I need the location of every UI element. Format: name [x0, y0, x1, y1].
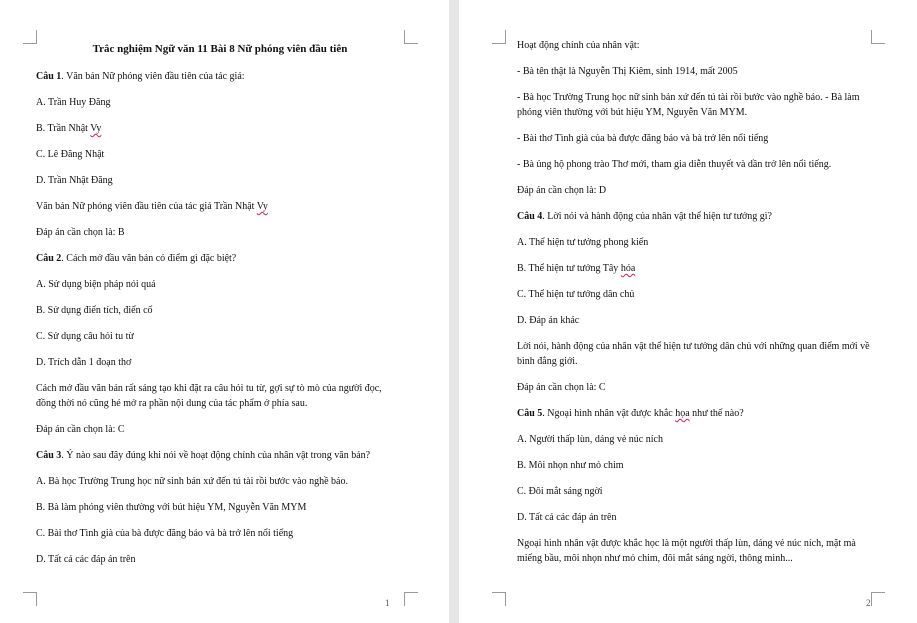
answer: Đáp án cần chọn là: D [517, 185, 607, 196]
question-3 [36, 448, 404, 463]
spellcheck-word[interactable]: Vy [90, 123, 102, 134]
question-text: . Cách mở đầu văn bản có điểm gì đặc biệt? [61, 253, 237, 264]
answer: Đáp án cần chọn là: C [36, 424, 125, 435]
question-text: . Ý nào sau đây đúng khi nói về hoạt động chính của nhân vật trong văn bản? [61, 450, 371, 461]
option-d: D. Tất cả các đáp án trên [36, 554, 136, 565]
option-a: A. Bà học Trường Trung học nữ sinh bản xứ đến tú tài rồi bước vào nghề báo. [36, 476, 348, 487]
margin-corner-bottom-left [23, 592, 37, 606]
option-b [517, 261, 871, 276]
bullet-item: - Bà tên thật là Nguyễn Thị Kiêm, sinh 1914, mất 2005 [517, 66, 738, 77]
question-1 [36, 69, 404, 84]
option-b [36, 121, 404, 136]
option-d: D. Trần Nhật Đăng [36, 175, 113, 186]
page-number: 1 [385, 598, 390, 608]
document-page-2 [459, 0, 917, 623]
question-text: . Lời nói và hành động của nhân vật thể hiện tư tưởng gì? [542, 211, 772, 222]
page-gap [449, 0, 459, 623]
option-c: C. Thể hiện tư tưởng dân chủ [517, 289, 635, 300]
bullet-item: - Bà học Trường Trung học nữ sinh bản xứ đến tú tài rồi bước vào nghề báo. - Bà làm phóng viên thường với bút hiệu YM, Nguyễn Văn MYM. [517, 92, 860, 118]
margin-corner-bottom-right [404, 592, 418, 606]
page-number: 2 [866, 598, 871, 608]
option-d: D. Tất cả các đáp án trên [517, 512, 617, 523]
question-label: Câu 4 [517, 211, 543, 222]
explanation: Cách mở đầu văn bản rất sáng tạo khi đặt ra câu hỏi tu từ, gợi sự tò mò của người đọc, đồng thời nó cũng hé mở ra phần nội dung của tác phẩm ở phía sau. [36, 383, 382, 409]
explanation: Lời nói, hành động của nhân vật thể hiện tư tưởng dân chủ với những quan điểm mới về bình đẳng giới. [517, 341, 870, 367]
option-a: A. Trần Huy Đăng [36, 97, 111, 108]
explanation-intro: Hoạt động chính của nhân vật: [517, 40, 640, 51]
question-label: Câu 1 [36, 71, 62, 82]
spellcheck-word[interactable]: họa [675, 408, 690, 419]
spellcheck-word[interactable]: hóa [620, 263, 636, 274]
option-c: C. Sử dụng câu hỏi tu từ [36, 331, 134, 342]
margin-corner-top-right [404, 30, 418, 44]
option-b: B. Môi nhọn như mỏ chim [517, 460, 624, 471]
page-1-body[interactable] [36, 42, 404, 578]
page-2-body[interactable] [517, 38, 871, 577]
question-text: . Văn bản Nữ phóng viên đầu tiên của tác giả: [61, 71, 245, 82]
option-d: D. Trích dẫn 1 đoạn thơ [36, 357, 132, 368]
question-label: Câu 3 [36, 450, 62, 461]
question-label: Câu 5 [517, 408, 543, 419]
option-c: C. Đôi mắt sáng ngời [517, 486, 603, 497]
explanation: Ngoại hình nhân vật được khắc học là một người thấp lùn, dáng vẻ núc ních, mặt mà miếng bầu, môi nhọn như mỏ chim, đôi mắt sáng ngời, thông minh... [517, 538, 856, 564]
option-a: A. Người thấp lùn, dáng vẻ núc ních [517, 434, 663, 445]
question-5 [517, 406, 871, 421]
document-page-1 [0, 0, 449, 623]
option-text: B. Trần Nhật [36, 123, 91, 134]
explanation-text: Văn bản Nữ phóng viên đầu tiên của tác giả Trần Nhật [36, 201, 257, 212]
margin-corner-top-left [23, 30, 37, 44]
bullet-item: - Bà ủng hộ phong trào Thơ mới, tham gia diễn thuyết và dần trở lên nổi tiếng. [517, 159, 832, 170]
option-d: D. Đáp án khác [517, 315, 580, 326]
explanation [36, 199, 404, 214]
question-4 [517, 209, 871, 224]
spellcheck-word[interactable]: Vy [256, 201, 268, 212]
option-a: A. Sử dụng biện pháp nói quá [36, 279, 156, 290]
margin-corner-top-left [492, 30, 506, 44]
option-a: A. Thể hiện tư tưởng phong kiến [517, 237, 649, 248]
question-text: như thế nào? [689, 408, 744, 419]
question-2 [36, 251, 404, 266]
margin-corner-top-right [871, 30, 885, 44]
answer: Đáp án cần chọn là: C [517, 382, 606, 393]
bullet-item: - Bài thơ Tình già của bà được đăng báo và bà trở lên nổi tiếng [517, 133, 769, 144]
question-text: . Ngoại hình nhân vật được khắc [542, 408, 676, 419]
option-b: B. Sử dụng điển tích, điển cố [36, 305, 153, 316]
option-c: C. Bài thơ Tình già của bà được đăng báo và bà trở lên nổi tiếng [36, 528, 294, 539]
option-c: C. Lê Đăng Nhật [36, 149, 105, 160]
document-title: Trắc nghiệm Ngữ văn 11 Bài 8 Nữ phóng viên đầu tiên [92, 43, 348, 55]
option-b: B. Bà làm phóng viên thường với bút hiệu YM, Nguyễn Văn MYM [36, 502, 307, 513]
margin-corner-bottom-right [871, 592, 885, 606]
question-label: Câu 2 [36, 253, 62, 264]
answer: Đáp án cần chọn là: B [36, 227, 125, 238]
margin-corner-bottom-left [492, 592, 506, 606]
option-text: B. Thể hiện tư tưởng Tây [517, 263, 621, 274]
